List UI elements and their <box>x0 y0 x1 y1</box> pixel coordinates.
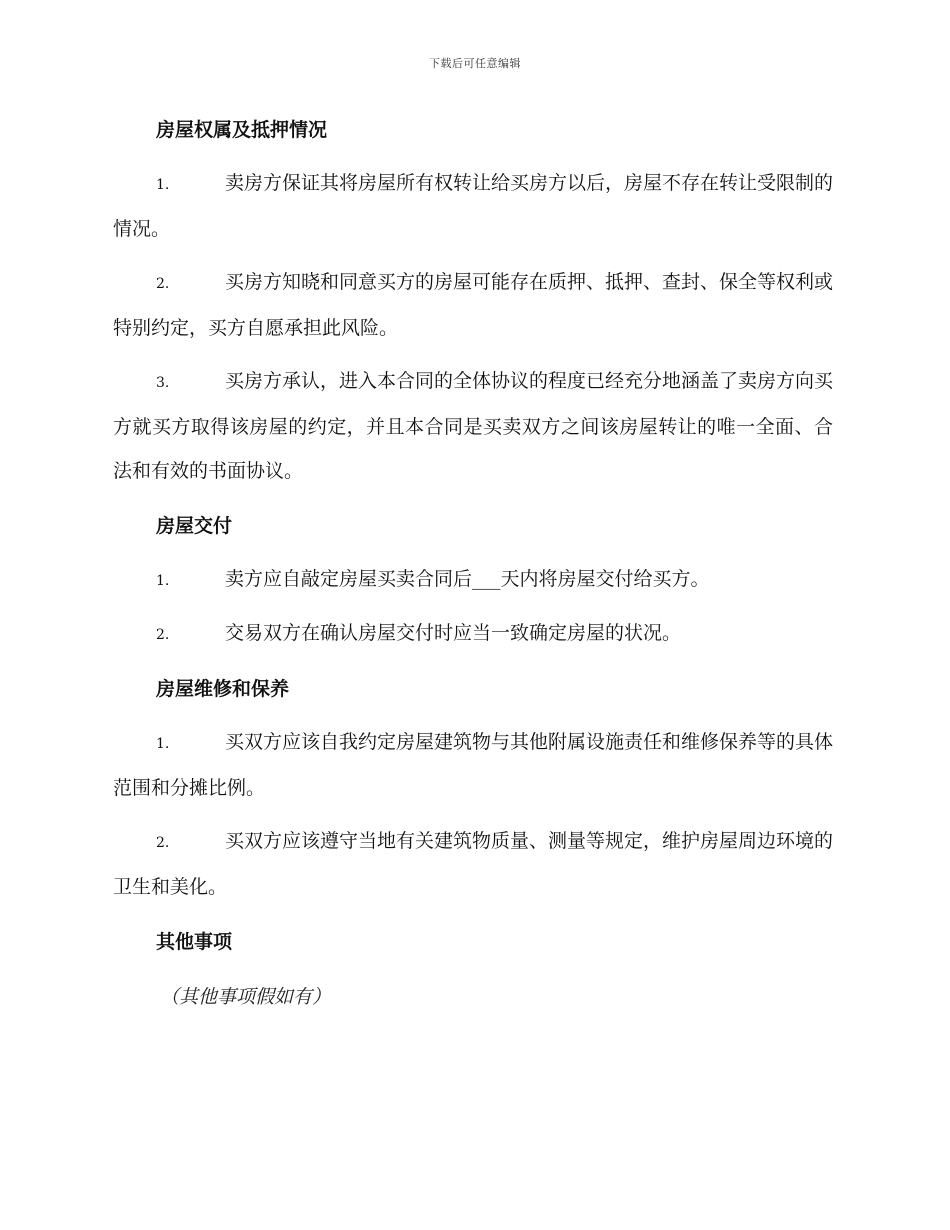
list-item <box>113 557 833 603</box>
section-heading-other: 其他事项 <box>156 931 233 953</box>
item-text: 买双方应该遵守当地有关建筑物质量、测量等规定，维护房屋周边环境的卫生和美化。 <box>113 830 834 898</box>
item-number: 3. <box>156 375 170 391</box>
other-matters-note: （其他事项假如有） <box>160 986 332 1008</box>
list-item <box>113 260 833 350</box>
list-item <box>113 161 833 251</box>
list-item <box>113 359 833 493</box>
item-text: 卖房方保证其将房屋所有权转让给买房方以后，房屋不存在转让受限制的情况。 <box>113 172 834 240</box>
section-heading-ownership: 房屋权属及抵押情况 <box>156 119 328 141</box>
item-number: 2. <box>156 276 170 292</box>
item-number: 2. <box>156 627 170 643</box>
item-text: 买双方应该自我约定房屋建筑物与其他附属设施责任和维修保养等的具体范围和分摊比例。 <box>113 731 834 799</box>
item-text: 买房方知晓和同意买方的房屋可能存在质押、抵押、查封、保全等权利或特别约定，买方自愿承担此风险。 <box>113 271 834 339</box>
list-item <box>113 720 833 810</box>
list-item <box>113 819 833 909</box>
item-text: 交易双方在确认房屋交付时应当一致确定房屋的状况。 <box>225 622 682 644</box>
section-heading-delivery: 房屋交付 <box>156 515 233 537</box>
item-number: 1. <box>156 573 170 589</box>
item-text: 卖方应自敲定房屋买卖合同后___天内将房屋交付给买方。 <box>225 568 710 590</box>
item-number: 1. <box>156 736 170 752</box>
item-text: 买房方承认，进入本合同的全体协议的程度已经充分地涵盖了卖房方向买方就买方取得该房屋的约定，并且本合同是买卖双方之间该房屋转让的唯一全面、合法和有效的书面协议。 <box>113 370 834 482</box>
item-number: 2. <box>156 835 170 851</box>
section-heading-maintenance: 房屋维修和保养 <box>156 678 290 700</box>
item-number: 1. <box>156 177 170 193</box>
list-item <box>113 611 833 657</box>
page-header-note: 下载后可任意编辑 <box>429 57 521 70</box>
